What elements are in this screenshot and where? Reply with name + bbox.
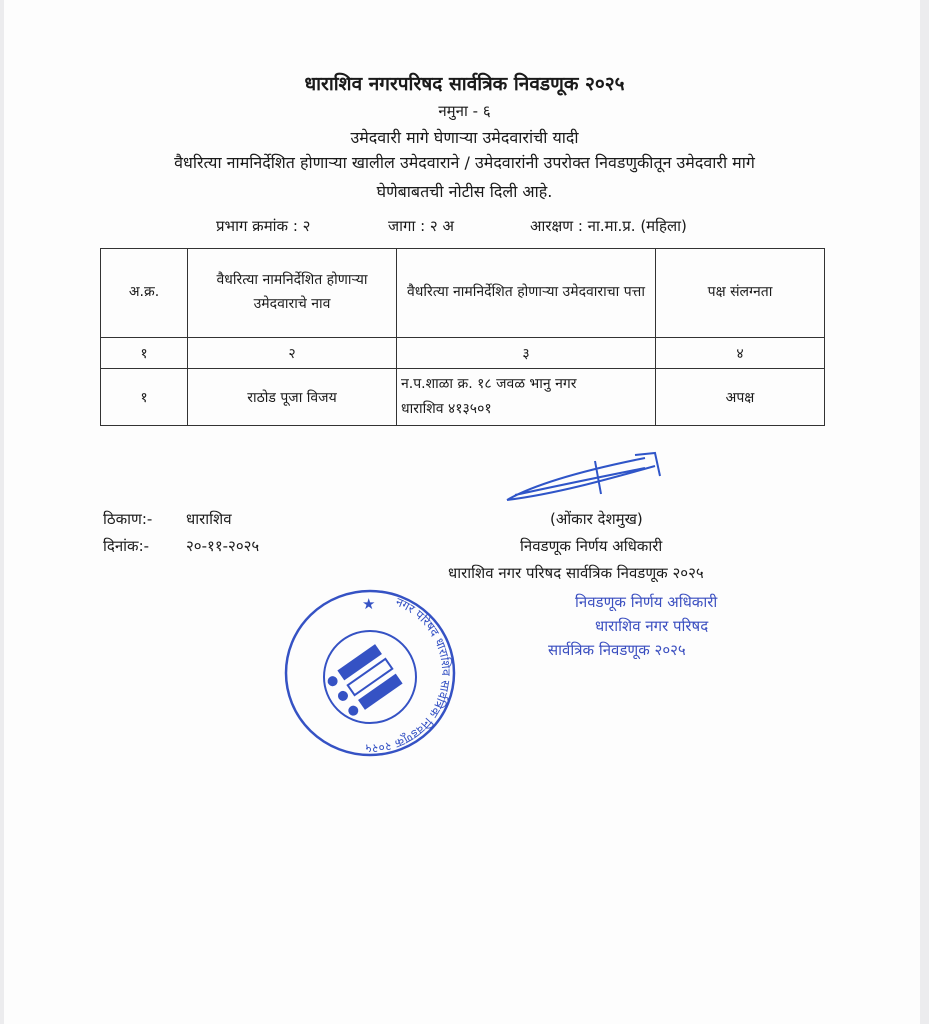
address-cell <box>397 369 656 426</box>
date-value: २०-११-२०२५ <box>186 537 260 555</box>
column-number: १ <box>101 338 188 369</box>
column-number: ३ <box>397 338 656 369</box>
name-cell: राठोड पूजा विजय <box>188 369 397 426</box>
column-number-row <box>101 338 825 369</box>
place-value: धाराशिव <box>186 510 232 528</box>
header-address: वैधरित्या नामनिर्देशित होणाऱ्या उमेदवाराचा पत्ता <box>397 249 656 338</box>
ward-number: प्रभाग क्रमांक : २ <box>216 217 311 235</box>
address-line-2: धाराशिव ४१३५०१ <box>401 401 492 417</box>
stamp-line-1: निवडणूक निर्णय अधिकारी <box>575 593 718 611</box>
stamp-line-2: धाराशिव नगर परिषद <box>595 617 709 635</box>
table-row <box>101 369 825 426</box>
svg-text:नगर परिषद धाराशिव सार्वत्रिक न <box>365 595 453 756</box>
notice-line-2: घेणेबाबतची नोटीस दिली आहे. <box>376 182 553 201</box>
star-icon: ★ <box>362 595 376 613</box>
column-number: २ <box>188 338 397 369</box>
document-subtitle: उमेदवारी मागे घेणाऱ्या उमेदवारांची यादी <box>350 128 579 147</box>
form-number: नमुना - ६ <box>438 102 491 120</box>
seal-ring-text: नगर परिषद धाराशिव सार्वत्रिक निवडणूक २०२५ <box>365 594 454 756</box>
officer-organization: धाराशिव नगर परिषद सार्वत्रिक निवडणूक २०२५ <box>448 564 704 582</box>
header-party: पक्ष संलग्नता <box>656 249 825 338</box>
address-line-1: न.प.शाळा क्र. १८ जवळ भानु नगर <box>401 375 577 392</box>
official-seal <box>275 585 465 760</box>
serial-cell: १ <box>101 369 188 426</box>
document-title: धाराशिव नगरपरिषद सार्वत्रिक निवडणूक २०२५ <box>304 73 625 95</box>
officer-name: (ओंकार देशमुख) <box>550 510 643 528</box>
party-cell: अपक्ष <box>656 369 825 426</box>
date-label: दिनांक:- <box>103 537 150 555</box>
notice-line-1: वैधरित्या नामनिर्देशित होणाऱ्या खालील उमेदवाराने / उमेदवारांनी उपरोक्त निवडणुकीतून उमेदवारी मागे <box>174 153 755 172</box>
reservation: आरक्षण : ना.मा.प्र. (महिला) <box>530 217 687 235</box>
candidate-table <box>100 248 825 426</box>
table-header-row <box>101 249 825 338</box>
header-serial: अ.क्र. <box>101 249 188 338</box>
seat-number: जागा : २ अ <box>388 217 454 235</box>
column-number: ४ <box>656 338 825 369</box>
officer-title: निवडणूक निर्णय अधिकारी <box>520 537 663 555</box>
place-label: ठिकाण:- <box>103 510 153 528</box>
signature <box>495 450 665 508</box>
stamp-line-3: सार्वत्रिक निवडणूक २०२५ <box>548 641 686 659</box>
header-name: वैधरित्या नामनिर्देशित होणाऱ्या उमेदवाराचे नाव <box>188 249 397 338</box>
